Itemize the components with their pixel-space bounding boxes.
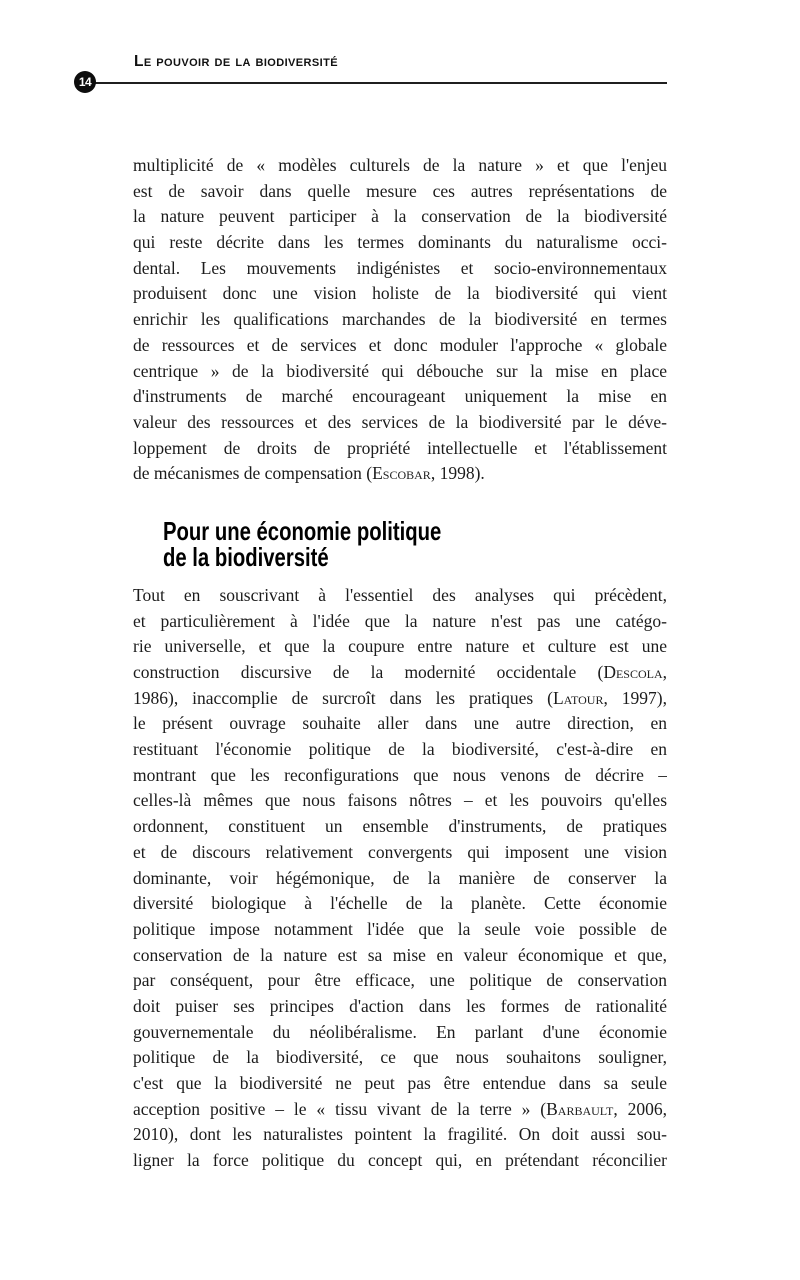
- running-title: Le pouvoir de la biodiversité: [134, 53, 338, 70]
- section-heading-line: de la biodiversité: [163, 541, 329, 572]
- paragraph: [133, 583, 667, 1174]
- text-line: acception positive – le « tissu vivant de la terre » (Barbault, 2006,: [133, 1098, 667, 1119]
- text-line: c'est que la biodiversité ne peut pas être entendue dans sa seule: [133, 1073, 667, 1093]
- page-number-badge: [74, 71, 96, 93]
- text-line: par conséquent, pour être efficace, une politique de conservation: [133, 970, 667, 991]
- paragraph: [133, 153, 667, 487]
- section-heading: [163, 515, 696, 572]
- author-smallcaps: Escobar: [372, 463, 431, 484]
- text-line: restituant l'économie politique de la biodiversité, c'est-à-dire en: [133, 739, 667, 760]
- text-line: produisent donc une vision holiste de la biodiversité qui vient: [133, 283, 667, 304]
- text-line: 1986), inaccomplie de surcroît dans les pratiques (Latour, 1997),: [133, 687, 667, 708]
- text-line: montrant que les reconfigurations que nous venons de décrire –: [133, 764, 667, 785]
- text-line: centrique » de la biodiversité qui débouche sur la mise en place: [133, 360, 667, 381]
- text-line: enrichir les qualifications marchandes de la biodiversité en termes: [133, 309, 667, 330]
- text-line: rie universelle, et que la coupure entre nature et culture est une: [133, 636, 667, 657]
- text-line: 2010), dont les naturalistes pointent la fragilité. On doit aussi sou-: [133, 1124, 667, 1145]
- text-line: construction discursive de la modernité occidentale (Descola,: [133, 662, 667, 682]
- section-heading-line: Pour une économie politique: [163, 515, 442, 546]
- text-line: et particulièrement à l'idée que la nature n'est pas une catégo-: [133, 610, 667, 631]
- author-smallcaps: Barbault: [546, 1098, 614, 1119]
- text-line: politique impose notamment l'idée que la seule voie possible de: [133, 918, 667, 939]
- text-line: et de discours relativement convergents qui imposent une vision: [133, 841, 667, 862]
- text-line: doit puiser ses principes d'action dans les formes de rationalité: [133, 995, 667, 1016]
- text-line: multiplicité de « modèles culturels de la nature » et que l'enjeu: [133, 155, 667, 175]
- author-smallcaps: Descola: [603, 662, 663, 682]
- page-body: [133, 153, 667, 1174]
- text-line: diversité biologique à l'échelle de la planète. Cette économie: [133, 893, 667, 914]
- text-line: ordonnent, constituent un ensemble d'instruments, de pratiques: [133, 816, 667, 837]
- text-line: celles-là mêmes que nous faisons nôtres – et les pouvoirs qu'elles: [133, 790, 667, 811]
- author-smallcaps: Latour: [552, 687, 604, 708]
- text-line: gouvernementale du néolibéralisme. En parlant d'une économie: [133, 1021, 667, 1042]
- page-number: 14: [78, 75, 92, 89]
- text-line: de mécanismes de compensation (Escobar, 1998).: [133, 463, 485, 484]
- text-line: ligner la force politique du concept qui, en prétendant réconcilier: [133, 1150, 667, 1171]
- text-line: d'instruments de marché encourageant uniquement la mise en: [133, 386, 667, 407]
- text-line: valeur des ressources et des services de la biodiversité par le déve-: [133, 411, 667, 432]
- text-line: le présent ouvrage souhaite aller dans une autre direction, en: [133, 713, 667, 734]
- text-line: loppement de droits de propriété intellectuelle et l'établissement: [133, 437, 667, 458]
- text-line: dental. Les mouvements indigénistes et socio-environnementaux: [133, 257, 667, 278]
- header-rule: [85, 82, 667, 84]
- text-line: est de savoir dans quelle mesure ces autres représentations de: [133, 180, 667, 201]
- text-line: conservation de la nature est sa mise en valeur économique et que,: [133, 944, 667, 965]
- text-line: la nature peuvent participer à la conservation de la biodiversité: [133, 206, 667, 227]
- text-line: politique de la biodiversité, ce que nous souhaitons souligner,: [133, 1047, 667, 1068]
- text-line: qui reste décrite dans les termes dominants du naturalisme occi-: [133, 232, 667, 253]
- text-line: dominante, voir hégémonique, de la manière de conserver la: [133, 867, 667, 888]
- text-line: Tout en souscrivant à l'essentiel des analyses qui précèdent,: [133, 584, 667, 605]
- text-line: de ressources et de services et donc moduler l'approche « globale: [133, 334, 667, 355]
